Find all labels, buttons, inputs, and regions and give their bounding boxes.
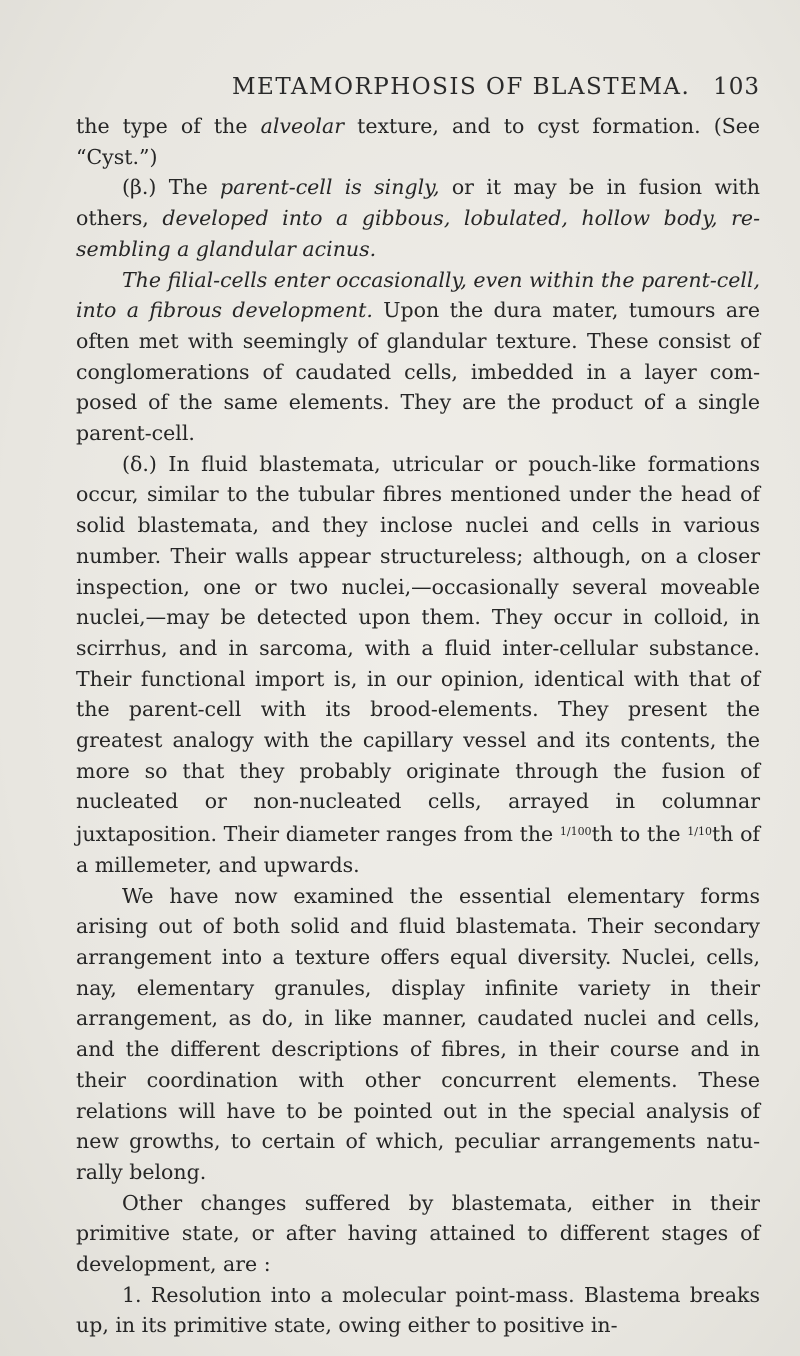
text-run: texture, and to cyst formation. (See “Cyst.”) xyxy=(76,114,760,169)
text-run: 1. Resolution into a molecular point-mass. Blastema breaks up, in its primitive state, owing either to positive in- xyxy=(76,1282,760,1338)
text-run: Upon the dura mater, tumours are often met with seemingly of glandular texture. These consist of conglomerations of caudated cells, imbedded in a layer composed of the same elements. They are the product of a single parent-cell. xyxy=(76,298,760,446)
italic-run: alveolar xyxy=(260,114,345,138)
text-run: or it may be in fusion with others, xyxy=(76,175,760,231)
paragraph-continued xyxy=(76,111,760,172)
paragraph-delta xyxy=(76,449,760,881)
paragraph-filial-cells xyxy=(76,265,760,449)
text-run: We have now examined the essential elementary forms arising out of both solid and fluid blastemata. Their secondary arrangement into a texture offers equal diversity. Nuclei, cells, nay, elementary granules, display infinite variety in their arrangement, as do, in like manner, caudated nuclei and cells, and the different descriptions of fibres, in their course and in their coordination with other concurrent elements. These relations will have to be pointed out in the special analysis of new growths, to certain of which, peculiar arrangements naturally belong. xyxy=(76,883,760,1184)
page-number: 103 xyxy=(713,74,760,100)
italic-run: developed into a gibbous, lobulated, hollow body, resembling a glandular acinus. xyxy=(76,206,760,261)
italic-run: parent-cell is singly, xyxy=(220,175,440,200)
text-run: (δ.) In fluid blastemata, utricular or pouch-like formations occur, similar to the tubular fibres mentioned under the head of solid blastemata, and they inclose nuclei and cells in various number. Their walls appear structureless; although, on a closer inspection, one or two nuclei,—occasionally several moveable nuclei,—may be detected upon them. They occur in colloid, in scirrhus, and in sarcoma, with a fluid inter-cellular substance. Their functional import is, in our opinion, identical with that of the parent-cell with its brood-elements. They present the greatest analogy with the capillary vessel and its contents, the more so that they probably originate through the fusion of nucleated or non-nucleated cells, arrayed in columnar juxtaposition. Their diameter ranges from the xyxy=(76,451,760,847)
text-run: the type of the xyxy=(76,114,261,138)
body-text xyxy=(76,111,760,1341)
text-run: Other changes suffered by blastemata, either in their primitive state, or after having attained to different stages of development, are : xyxy=(76,1190,760,1277)
italic-run: The filial-cells enter occasionally, even within the parent-cell, into a fibrous development. xyxy=(76,267,760,323)
paragraph-elementary-forms xyxy=(76,881,760,1188)
running-head xyxy=(0,74,800,106)
text-run: th to the xyxy=(591,822,688,847)
fraction: 1/100 xyxy=(559,825,592,839)
paragraph-other-changes xyxy=(76,1188,760,1280)
text-run: (β.) The xyxy=(122,175,221,200)
running-title: METAMORPHOSIS OF BLASTEMA. xyxy=(232,74,691,100)
fraction: 1/10 xyxy=(687,825,712,839)
text-run: th of a millemeter, and upwards. xyxy=(76,822,760,877)
paragraph-resolution xyxy=(76,1280,760,1341)
paragraph-beta xyxy=(76,172,760,264)
